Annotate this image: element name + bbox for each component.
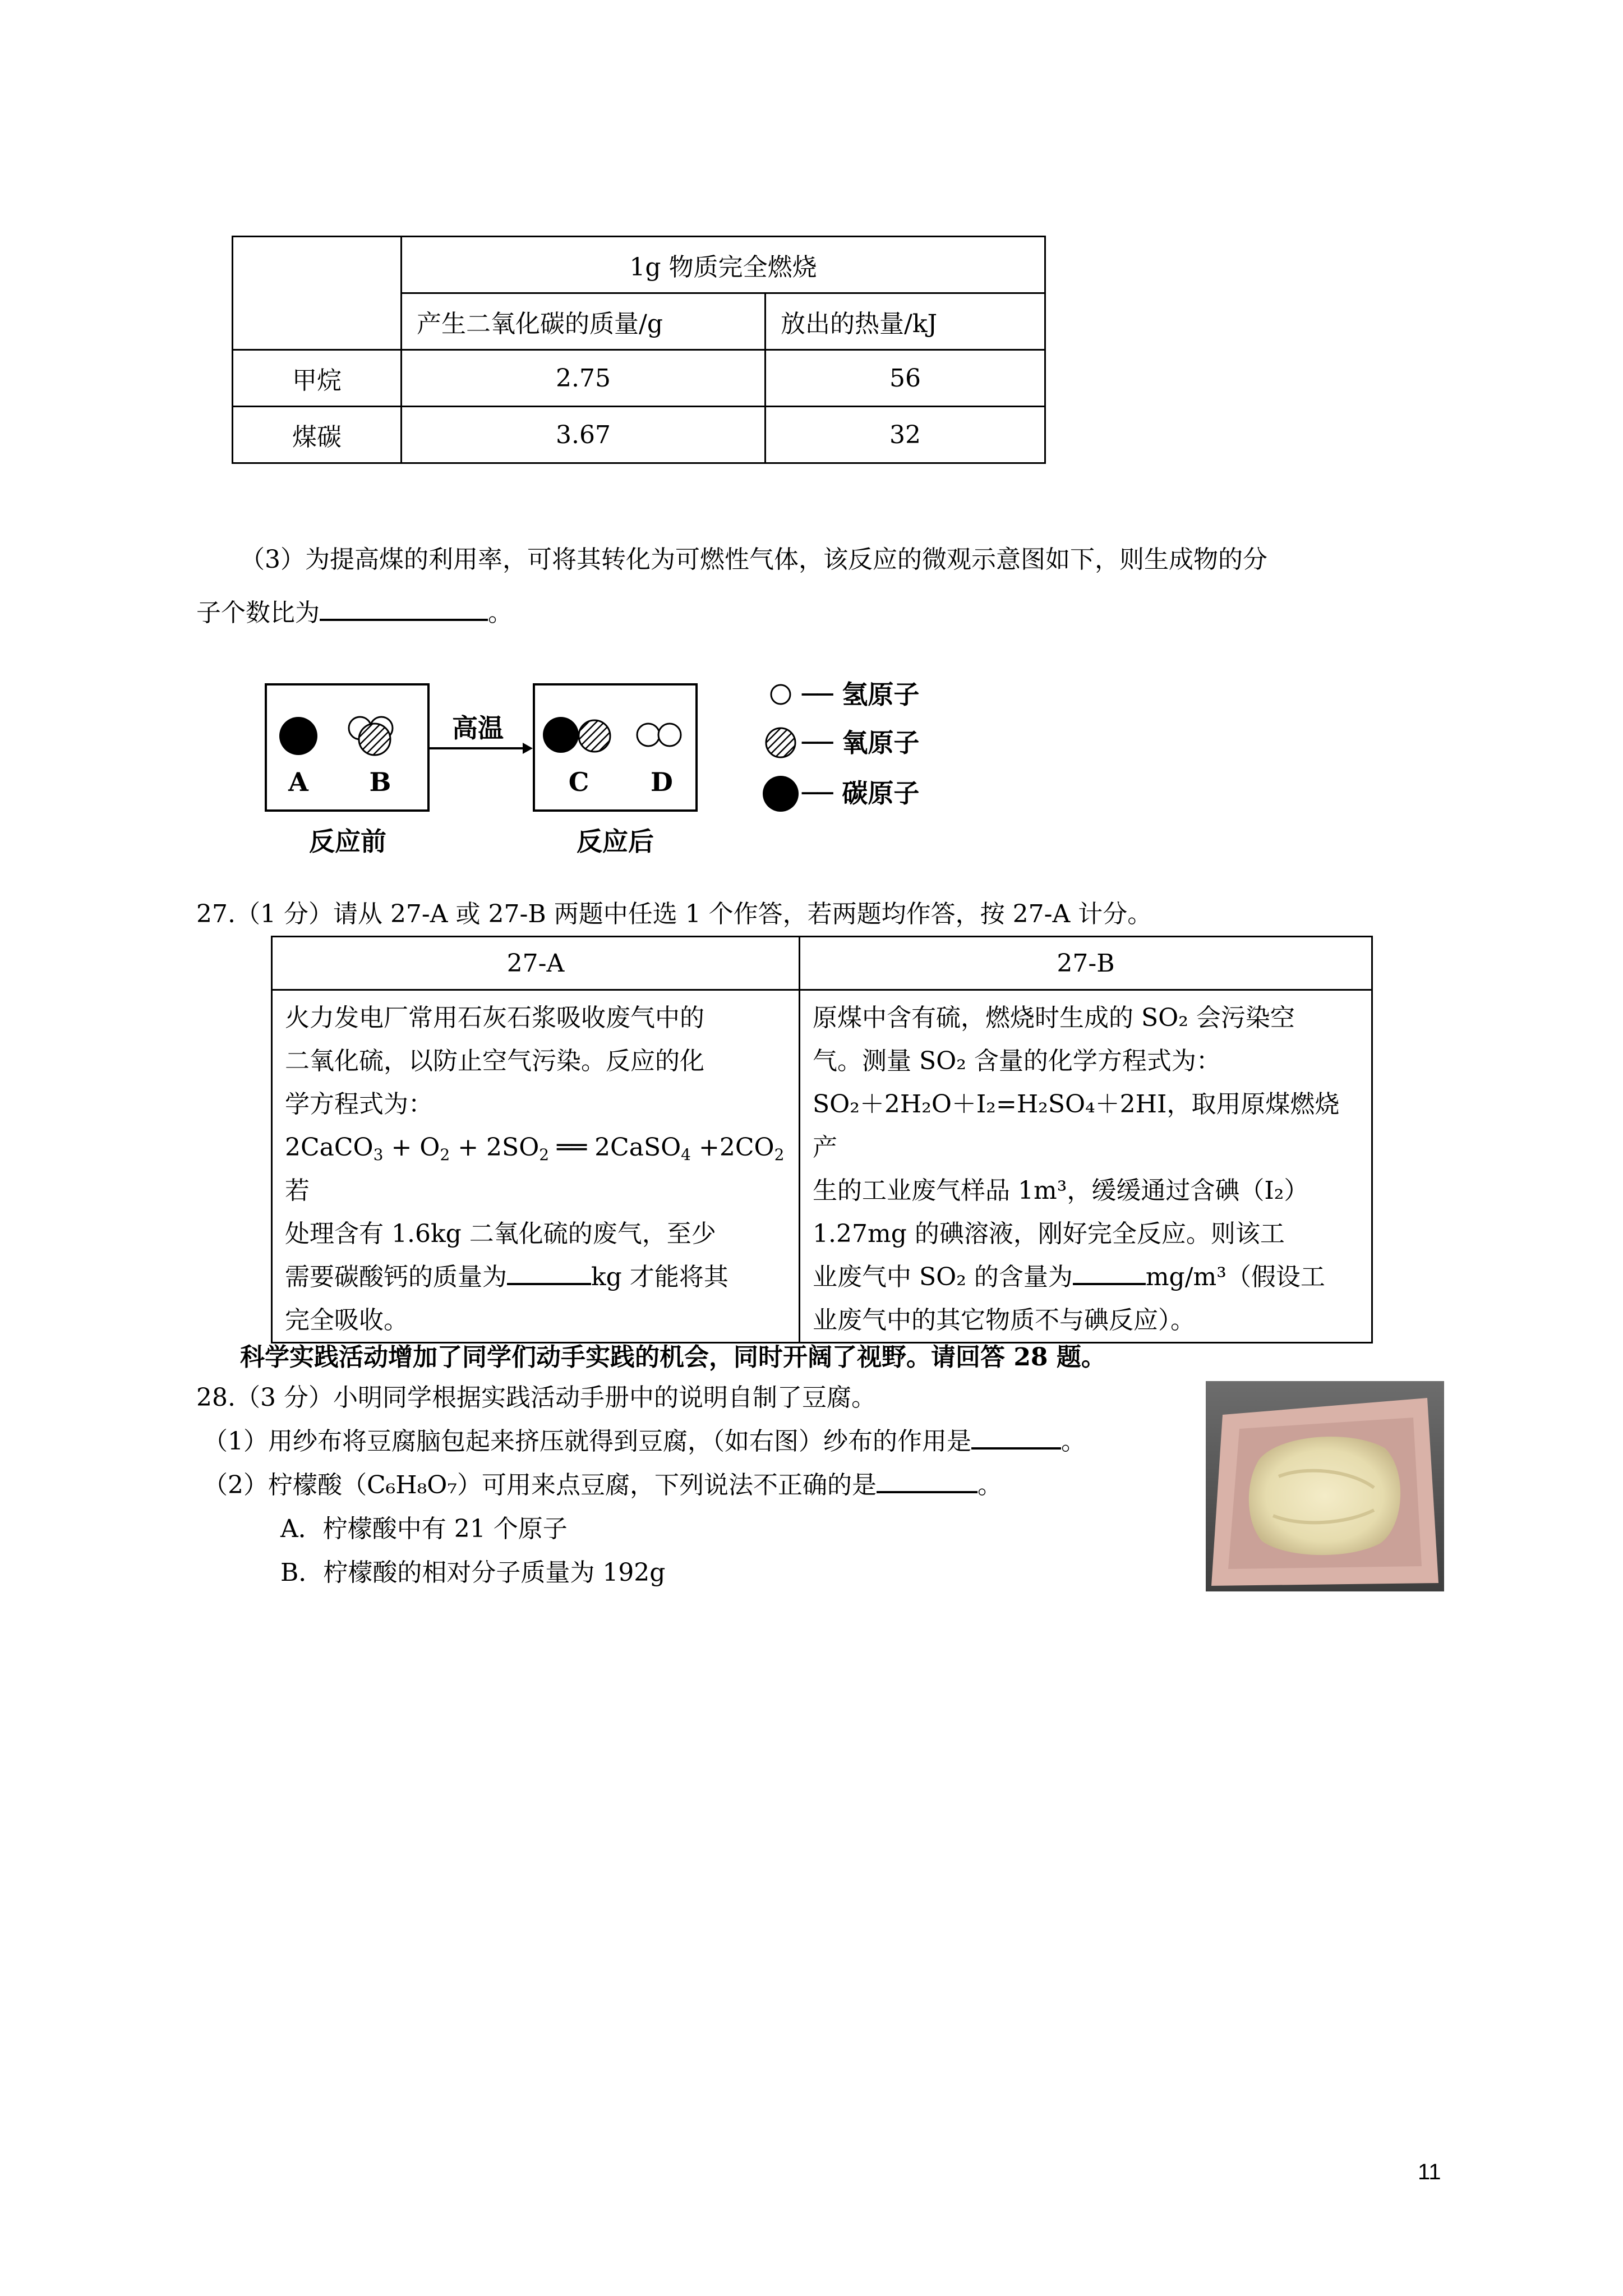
label-b: B: [369, 767, 391, 797]
q27-b-line: 1.27mg 的碘溶液，刚好完全反应。则该工: [813, 1220, 1285, 1248]
table-row-name: 煤碳: [233, 407, 402, 463]
q3-line1: （3）为提高煤的利用率，可将其转化为可燃性气体，该反应的微观示意图如下，则生成物的分: [240, 545, 1267, 574]
table-cell-heat: 56: [766, 350, 1045, 407]
q27-b-line: 业废气中 SO₂ 的含量为 mg/m³（假设工: [813, 1255, 1359, 1299]
label-d: D: [651, 767, 673, 797]
answer-blank[interactable]: [507, 1260, 591, 1285]
section-heading: 科学实践活动增加了同学们动手实践的机会，同时开阔了视野。请回答 28 题。: [240, 1343, 1106, 1372]
answer-blank[interactable]: [877, 1469, 978, 1493]
q27-a-line: 学方程式为：: [285, 1090, 433, 1119]
legend-carbon: ── 碳原子: [802, 778, 920, 808]
tofu-photo: [1206, 1381, 1444, 1591]
label-a: A: [288, 767, 308, 797]
q27-b-line: 业废气中的其它物质不与碘反应）。: [813, 1306, 1195, 1335]
q28-option-b: B．柠檬酸的相对分子质量为 192g: [280, 1558, 666, 1587]
q27-b-content: [800, 990, 1372, 1343]
table-cell-co2: 3.67: [402, 407, 766, 463]
answer-blank[interactable]: [971, 1425, 1061, 1450]
q28-intro: 28.（3 分）小明同学根据实践活动手册中的说明自制了豆腐。: [196, 1383, 876, 1412]
q27-a-line: 需要碳酸钙的质量为 kg 才能将其: [285, 1255, 786, 1299]
oxygen-atom: [579, 720, 610, 752]
q27-intro: 27.（1 分）请从 27-A 或 27-B 两题中任选 1 个作答，若两题均作答，按 27-A 计分。: [196, 900, 1152, 928]
q27-a-line: 二氧化硫，以防止空气污染。反应的化: [285, 1047, 704, 1075]
oxygen-atom: [359, 724, 390, 755]
table-col-co2: 产生二氧化碳的质量/g: [402, 293, 766, 350]
page-number: 11: [1418, 2160, 1441, 2184]
q27-a-content: [272, 990, 800, 1343]
table-corner-cell: [233, 237, 402, 350]
legend-hydrogen-icon: [771, 685, 790, 704]
q27-b-line: 气。测量 SO₂ 含量的化学方程式为：: [813, 1047, 1221, 1075]
q27-head-a: 27-A: [272, 937, 800, 990]
q3-line2-text: 子个数比为: [196, 599, 320, 627]
condition-label: 高温: [452, 713, 504, 743]
after-caption: 反应后: [577, 826, 654, 857]
answer-blank[interactable]: [320, 596, 488, 621]
table-col-heat: 放出的热量/kJ: [766, 293, 1045, 350]
q27-a-line: 处理含有 1.6kg 二氧化硫的废气，至少: [285, 1220, 716, 1248]
q3-line2-end: 。: [488, 599, 513, 627]
legend-hydrogen: ── 氢原子: [802, 679, 920, 710]
before-caption: 反应前: [309, 826, 386, 857]
q27-a-equation: 2CaCO$_3$ + $O_2 + 2SO_2$ ══ 2CaSO$_4$ $+2CO_2$ 若: [285, 1133, 785, 1205]
q28-part1: （1）用纱布将豆腐脑包起来挤压就得到豆腐，（如右图）纱布的作用是 。: [203, 1425, 1086, 1458]
hydrogen-atom: [637, 724, 660, 746]
q28-option-a: A．柠檬酸中有 21 个原子: [280, 1515, 568, 1543]
carbon-atom: [279, 717, 317, 755]
table-cell-co2: 2.75: [402, 350, 766, 407]
carbon-atom: [543, 717, 579, 753]
legend-oxygen: ── 氧原子: [802, 728, 920, 758]
legend-oxygen-icon: [766, 728, 795, 757]
legend-carbon-icon: [763, 776, 799, 812]
table-row-name: 甲烷: [233, 350, 402, 407]
combustion-table: [232, 236, 1046, 464]
q27-b-line: 生的工业废气样品 1m³，缓缓通过含碘（I₂）: [813, 1176, 1309, 1205]
q27-b-line: SO₂＋2H₂O＋I₂=H₂SO₄＋2HI，取用原煤燃烧产: [813, 1090, 1340, 1162]
q27-head-b: 27-B: [800, 937, 1372, 990]
q27-b-line: 原煤中含有硫，燃烧时生成的 SO₂ 会污染空: [813, 1004, 1295, 1032]
q27-table: [271, 936, 1373, 1343]
table-group-header: 1g 物质完全燃烧: [402, 237, 1045, 293]
q28-part2: （2）柠檬酸（C₆H₈O₇）可用来点豆腐，下列说法不正确的是 。: [203, 1469, 1002, 1502]
hydrogen-atom: [658, 724, 681, 746]
answer-blank[interactable]: [1073, 1260, 1146, 1285]
table-cell-heat: 32: [766, 407, 1045, 463]
label-c: C: [568, 767, 589, 797]
q27-a-line: 火力发电厂常用石灰石浆吸收废气中的: [285, 1004, 704, 1032]
reaction-diagram: [258, 679, 976, 869]
q27-a-line: 完全吸收。: [285, 1306, 408, 1335]
q3-line2: [196, 596, 513, 630]
